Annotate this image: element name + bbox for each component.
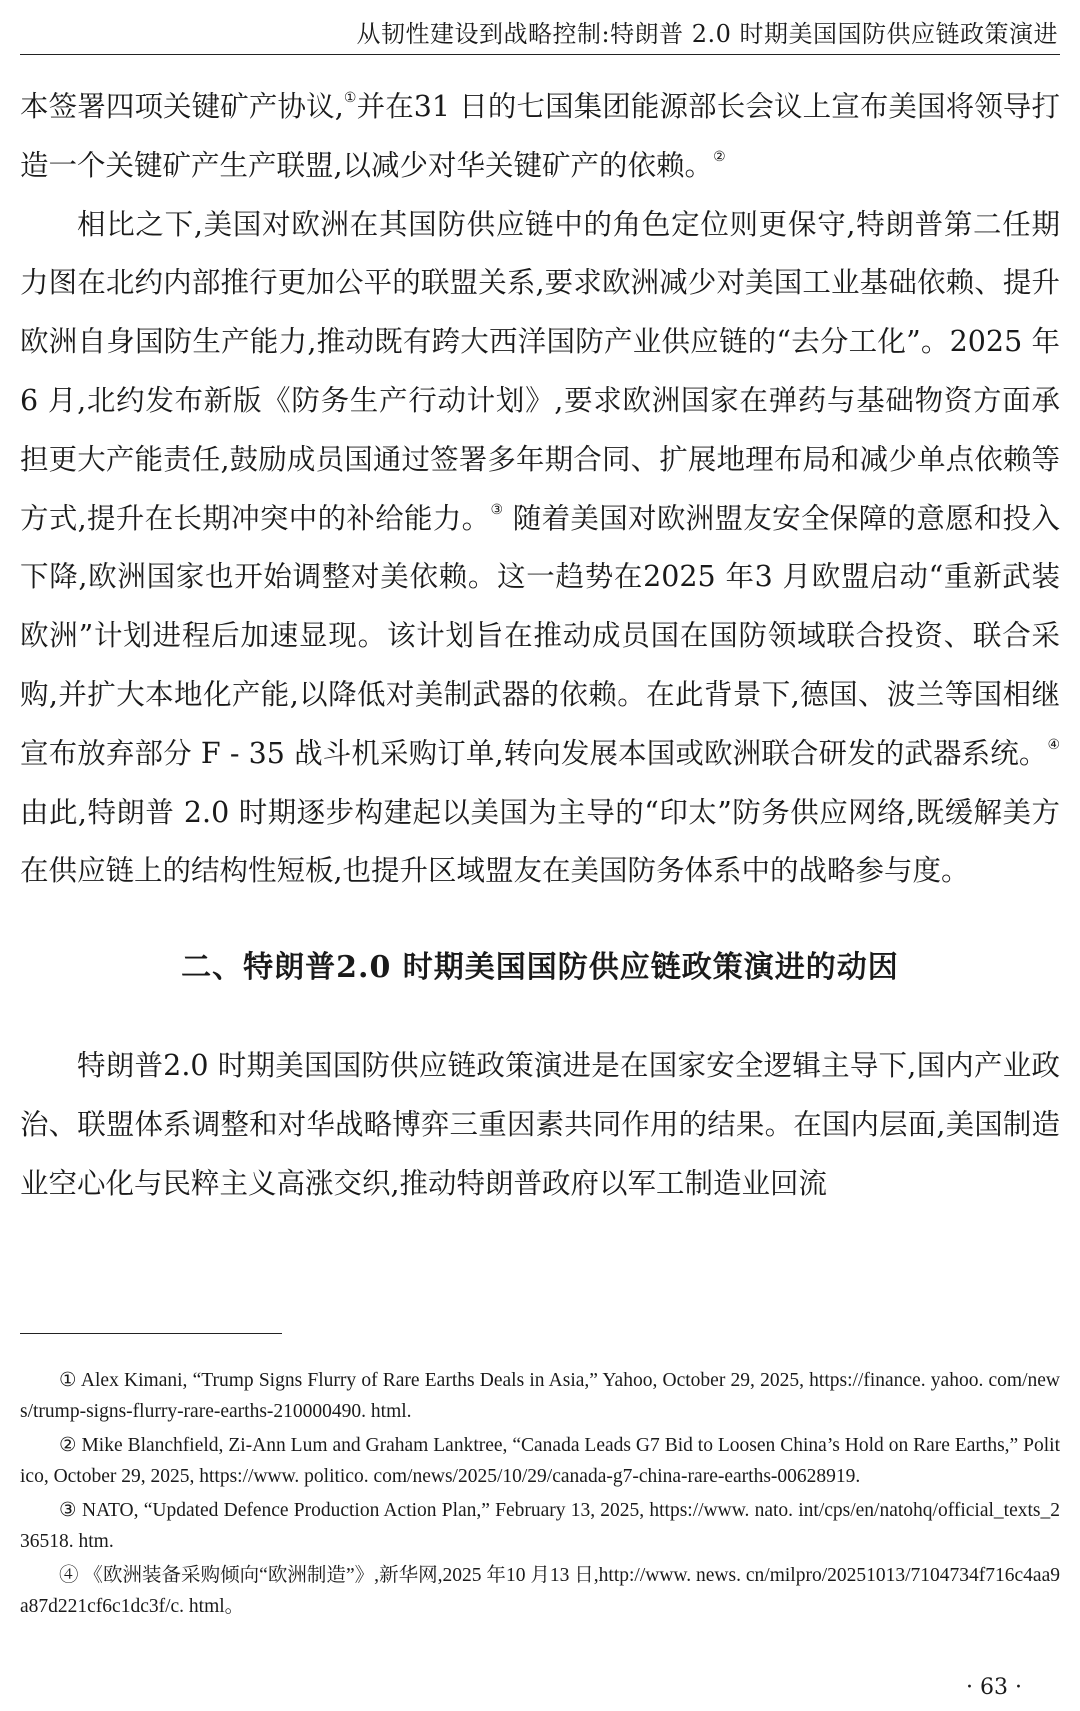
footnote-separator [20, 1333, 282, 1334]
footnote-4: ④ 《欧洲装备采购倾向“欧洲制造”》,新华网,2025 年10 月13 日,http://www. news. cn/milpro/20251013/7104734f716c4aa9a87d221cf6c1dc3f/c. html。 [20, 1565, 1060, 1617]
paragraph-3: 特朗普2.0 时期美国国防供应链政策演进是在国家安全逻辑主导下,国内产业政治、联盟体系调整和对华战略博弈三重因素共同作用的结果。在国内层面,美国制造业空心化与民粹主义高涨交织,推动特朗普政府以军工制造业回流 [20, 1049, 1060, 1200]
footnote-2: ② Mike Blanchfield, Zi-Ann Lum and Graham Lanktree, “Canada Leads G7 Bid to Loosen China’s Hold on Rare Earths,” Politico, October 29, 2025, https://www. politico. com/news/2025/10/29/canada-g7-china-rare-earths-00628919. [20, 1435, 1060, 1487]
page-number: · 63 · [966, 1675, 1022, 1700]
body-text [20, 78, 1060, 1214]
footnote-3: ③ NATO, “Updated Defence Production Action Plan,” February 13, 2025, https://www. nato. int/cps/en/natohq/official_texts_236518. htm. [20, 1500, 1060, 1552]
running-header: 从韧性建设到战略控制:特朗普 2.0 时期美国国防供应链政策演进 [356, 20, 1058, 48]
footnote-marker-2: ② [713, 148, 726, 165]
footnote-marker-3: ③ [490, 501, 504, 518]
section-heading: 二、特朗普2.0 时期美国国防供应链政策演进的动因 [181, 950, 899, 986]
paragraph-2-part-c: 由此,特朗普 2.0 时期逐步构建起以美国为主导的“印太”防务供应网络,既缓解美方在供应链上的结构性短板,也提升区域盟友在美国防务体系中的战略参与度。 [20, 795, 1060, 888]
footnote-1: ① Alex Kimani, “Trump Signs Flurry of Rare Earths Deals in Asia,” Yahoo, October 29, 2025, https://finance. yahoo. com/news/trump-signs-flurry-rare-earths-210000490. html. [20, 1370, 1060, 1422]
paragraph-2-part-b: 随着美国对欧洲盟友安全保障的意愿和投入下降,欧洲国家也开始调整对美依赖。这一趋势在2025 年3 月欧盟启动“重新武装欧洲”计划进程后加速显现。该计划旨在推动成员国在国防领域联合投资、联合采购,并扩大本地化产能,以降低对美制武器的依赖。在此背景下,德国、波兰等国相继宣布放弃部分 F - 35 战斗机采购订单,转向发展本国或欧洲联合研发的武器系统。 [20, 501, 1061, 770]
paragraph-1-part-a: 本签署四项关键矿产协议, [20, 90, 344, 123]
footnote-marker-1: ① [343, 90, 357, 106]
paragraph-1 [20, 78, 1060, 196]
paragraph-1-part-b: 并在31 日的七国集团能源部长会议上宣布美国将领导打造一个关键矿产生产联盟,以减少对华关键矿产的依赖。 [20, 90, 1060, 182]
footnotes [20, 1365, 1060, 1625]
header-rule [20, 54, 1060, 55]
paragraph-2-part-a: 相比之下,美国对欧洲在其国防供应链中的角色定位则更保守,特朗普第二任期力图在北约内部推行更加公平的联盟关系,要求欧洲减少对美国工业基础依赖、提升欧洲自身国防生产能力,推动既有跨大西洋国防产业供应链的“去分工化”。2025 年6 月,北约发布新版《防务生产行动计划》,要求欧洲国家在弹药与基础物资方面承担更大产能责任,鼓励成员国通过签署多年期合同、扩展地理布局和减少单点依赖等方式,提升在长期冲突中的补给能力。 [20, 207, 1060, 535]
footnote-marker-4: ④ [1047, 736, 1060, 753]
paragraph-2 [20, 196, 1060, 902]
